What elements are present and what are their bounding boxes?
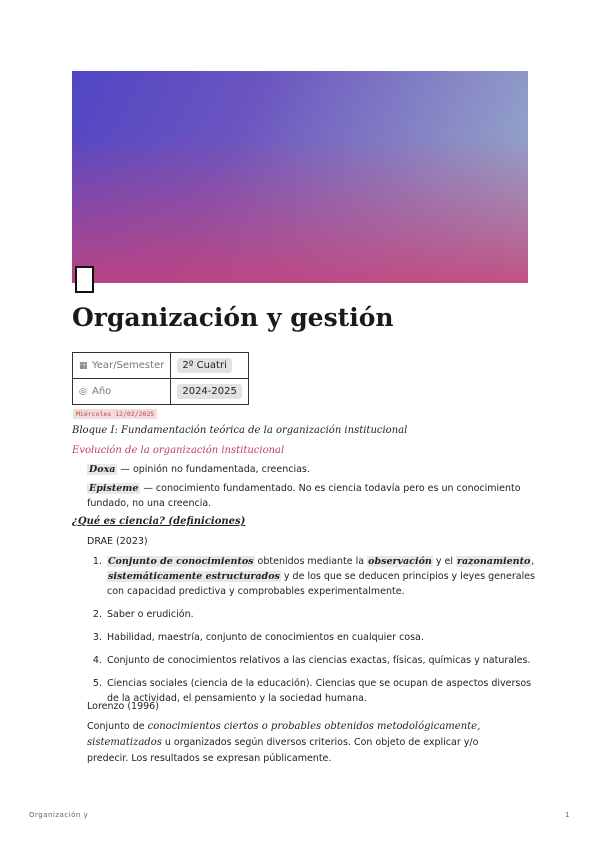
definition-text: Habilidad, maestría, conjunto de conocimientos en cualquier cosa. (107, 632, 424, 643)
page-title: Organización y gestión (72, 303, 394, 332)
definition-text: Ciencias sociales (ciencia de la educación). Ciencias que se ocupan de aspectos diversos de la actividad, el pensamiento y la sociedad humana. (107, 678, 532, 704)
calendar-icon: ▦ (79, 361, 88, 371)
properties-table (72, 352, 249, 405)
science-heading: ¿Qué es ciencia? (definiciones) (72, 516, 246, 527)
highlighted-term: razonamiento (457, 556, 531, 567)
definition-text: Saber o erudición. (107, 609, 194, 620)
property-value: 2024-2025 (177, 384, 242, 399)
highlighted-term: observación (368, 556, 432, 567)
definition-item (105, 554, 545, 599)
definition-item (105, 607, 545, 622)
property-row[interactable] (73, 353, 249, 379)
definition-text: obtenidos mediante la (254, 556, 368, 567)
section-heading: Evolución de la organización institucional (72, 445, 285, 456)
footer-title: Organización y (29, 811, 89, 819)
block-heading: Bloque I: Fundamentación teórica de la organización institucional (72, 425, 408, 436)
date-tag: Miércoles 12/02/2025 (73, 409, 157, 419)
drae-label: DRAE (2023) (87, 536, 148, 547)
definition-text: y el (432, 556, 456, 567)
lorenzo-prefix: Conjunto de (87, 721, 148, 732)
handwritten-text: conocimientos ciertos o probables obtenidos metodológicamente, sistematizados (87, 721, 481, 748)
page-number: 1 (565, 811, 570, 819)
lorenzo-suffix: u organizados según diversos criterios. Con objeto de explicar y/o predecir. Los resultados se expresan públicamente. (87, 737, 479, 764)
lorenzo-paragraph (87, 719, 519, 767)
target-icon: ◎ (79, 387, 87, 397)
episteme-text: — conocimiento fundamentado. No es ciencia todavía pero es un conocimiento fundado, no una creencia. (87, 483, 521, 509)
lorenzo-label: Lorenzo (1996) (87, 701, 159, 712)
definition-text: , (531, 556, 535, 567)
property-row[interactable] (73, 379, 249, 405)
page-icon (75, 266, 94, 293)
property-key: Año (92, 386, 112, 397)
definitions-list (87, 554, 545, 714)
doxa-paragraph (87, 462, 310, 477)
highlighted-term: sistemáticamente estructurados (108, 571, 280, 582)
definition-text: y de los que se deducen principios y leyes generales con capacidad predictiva y comprobables experimentalmente. (107, 571, 536, 597)
property-key: Year/Semester (92, 360, 165, 371)
property-value: 2º Cuatri (177, 358, 232, 373)
episteme-paragraph (87, 481, 527, 511)
doxa-text: — opinión no fundamentada, creencias. (117, 464, 310, 475)
definition-item (105, 630, 545, 645)
definition-item (105, 676, 545, 706)
episteme-term: Episteme (89, 483, 139, 494)
highlighted-term: Conjunto de conocimientos (108, 556, 254, 567)
doxa-term: Doxa (89, 464, 116, 475)
definition-item (105, 653, 545, 668)
definition-text: Conjunto de conocimientos relativos a las ciencias exactas, físicas, químicas y naturales. (107, 655, 531, 666)
cover-image (72, 71, 528, 283)
